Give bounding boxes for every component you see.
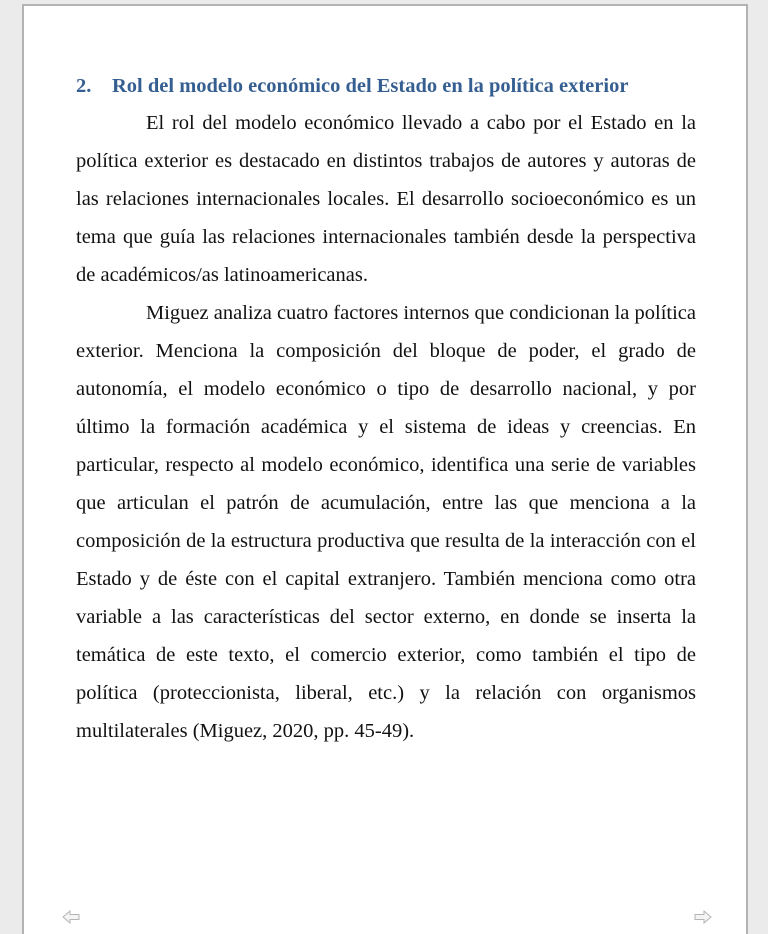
section-number: 2. — [76, 75, 92, 97]
previous-page-button[interactable] — [62, 910, 80, 924]
section-heading — [76, 72, 696, 100]
section-title: Rol del modelo económico del Estado en la política exterior — [112, 75, 629, 97]
paragraph-1: El rol del modelo económico llevado a cabo por el Estado en la política exterior es destacado en distintos trabajos de autores y autoras de las relaciones internacionales locales. El desarrollo socioeconómico es un tema que guía las relaciones internacionales también desde la perspectiva de académicos/as latinoamericanas. — [76, 112, 696, 286]
paragraph-2: Miguez analiza cuatro factores internos que condicionan la política exterior. Menciona la composición del bloque de poder, el grado de autonomía, el modelo económico o tipo de desarrollo nacional, y por último la formación académica y el sistema de ideas y creencias. En particular, respecto al modelo económico, identifica una serie de variables que articulan el patrón de acumulación, entre las que menciona a la composición de la estructura productiva que resulta de la interacción con el Estado y de éste con el capital extranjero. También menciona como otra variable a las características del sector externo, en donde se inserta la temática de este texto, el comercio exterior, como también el tipo de política (proteccionista, liberal, etc.) y la relación con organismos multilaterales (Miguez, 2020, pp. 45-49). — [76, 302, 696, 742]
arrow-right-icon — [694, 910, 712, 924]
next-page-button[interactable] — [694, 910, 712, 924]
page-content — [76, 72, 696, 750]
document-page — [22, 4, 748, 934]
arrow-left-icon — [62, 910, 80, 924]
